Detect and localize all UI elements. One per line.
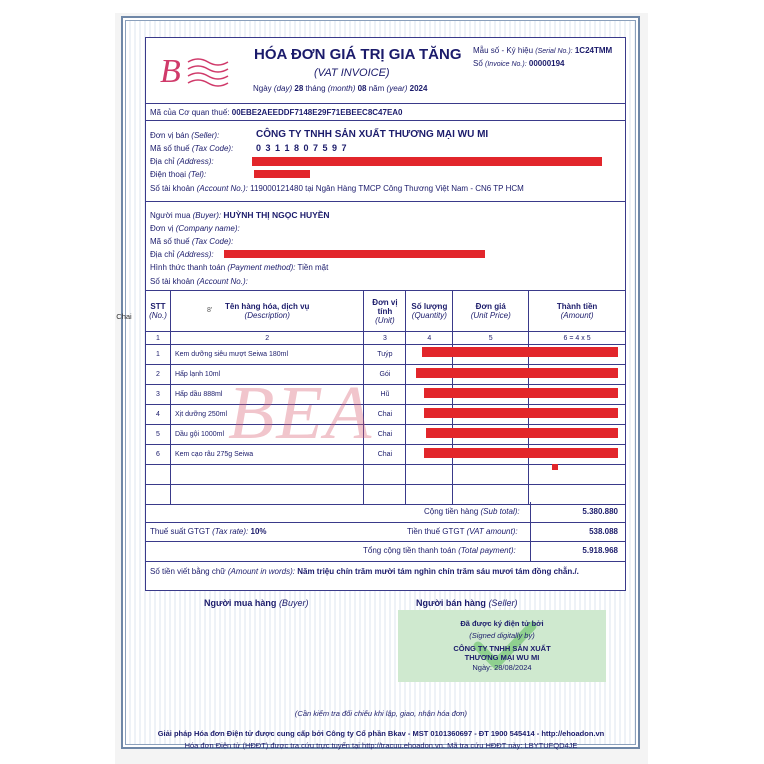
col-no: STT (No.)	[146, 291, 171, 332]
seller-signature-label: Người bán hàng (Seller)	[416, 598, 518, 608]
vat-value: 538.088	[589, 527, 618, 536]
footer-provider: Giải pháp Hóa đơn Điện tử được cung cấp bởi Công ty Cổ phần Bkav - MST 0101360697 - ĐT 1900 545414 - http://ehoadon.vn	[157, 729, 605, 738]
col-number: 6 = 4 x 5	[529, 332, 626, 345]
table-row: 1 Kem dưỡng siêu mượt Seiwa 180ml Tuýp	[146, 345, 626, 365]
table-row: 3 Hấp dầu 888ml Hũ	[146, 385, 626, 405]
signer-company-line2: THƯƠNG MẠI WU MI	[464, 653, 540, 662]
payment-method-row: Hình thức thanh toán (Payment method): Tiền mặt	[150, 263, 329, 272]
vat-label: Tiền thuế GTGT (VAT amount):	[407, 527, 518, 536]
svg-text:B: B	[160, 53, 181, 90]
seller-tax-row: Mã số thuế (Tax Code):	[150, 144, 234, 153]
buyer-signature-label: Người mua hàng (Buyer)	[204, 598, 309, 608]
redacted-price	[426, 428, 618, 438]
invoice-title: HÓA ĐƠN GIÁ TRỊ GIA TĂNG	[254, 46, 462, 63]
seller-name: CÔNG TY TNHH SẢN XUẤT THƯƠNG MẠI WU MI	[256, 129, 489, 140]
col-number: 5	[453, 332, 529, 345]
subtotal-value: 5.380.880	[582, 507, 618, 516]
seller-phone-row: Điện thoại (Tel):	[150, 170, 207, 179]
authority-code: Mã của Cơ quan thuế: 00EBE2AEEDDF7148E29F71EBEEC8C47EA0	[150, 108, 403, 117]
invoice-subtitle: (VAT INVOICE)	[314, 67, 390, 79]
redacted-address	[252, 157, 602, 166]
seller-address-row: Địa chỉ (Address):	[150, 157, 214, 166]
col-description: Tên hàng hóa, dịch vụ (Description)	[170, 291, 364, 332]
invoice-number-line: Số (Invoice No.): 00000194	[473, 59, 565, 68]
column-number-row	[146, 332, 626, 345]
table-header-row	[146, 291, 626, 332]
amount-in-words: Số tiền viết bằng chữ (Amount in words): Năm triệu chín trăm mười tám nghìn chín trăm sáu mươi tám đồng chẵn./.	[150, 567, 579, 576]
seller-account-row: Số tài khoản (Account No.): 119000121480 tại Ngân Hàng TMCP Công Thương Việt Nam - CN6 TP HCM	[150, 184, 524, 193]
divider	[145, 541, 626, 542]
total-value: 5.918.968	[582, 546, 618, 555]
col-number: 1	[146, 332, 171, 345]
col-unit-price: Đơn giá (Unit Price)	[453, 291, 529, 332]
seller-tax-code: 0 3 1 1 8 0 7 5 9 7	[256, 143, 348, 153]
buyer-company-row: Đơn vị (Company name):	[150, 224, 240, 233]
total-label: Tổng cộng tiền thanh toán (Total payment):	[363, 546, 516, 555]
buyer-name-row: Người mua (Buyer): HUỲNH THỊ NGỌC HUYỀN	[150, 210, 330, 220]
divider	[145, 522, 626, 523]
company-logo	[158, 48, 238, 90]
seller-name-row: Đơn vị bán (Seller):	[150, 131, 220, 140]
stray-mark: 8'	[207, 307, 213, 314]
table-row: 4 Xịt dưỡng 250ml Chai	[146, 405, 626, 425]
divider	[145, 120, 626, 121]
redacted-buyer-address	[224, 250, 485, 258]
col-quantity: Số lượng (Quantity)	[406, 291, 453, 332]
buyer-tax-row: Mã số thuế (Tax Code):	[150, 237, 234, 246]
redacted-price	[424, 448, 618, 458]
taxrate-label: Thuế suất GTGT (Tax rate): 10%	[150, 527, 267, 536]
signer-company-line1: CÔNG TY TNHH SẢN XUẤT	[453, 644, 551, 653]
table-row: 6 Kem cạo râu 275g Seiwa Chai	[146, 445, 626, 465]
col-number: 4	[406, 332, 453, 345]
buyer-address-row: Địa chỉ (Address):	[150, 250, 214, 259]
signature-date: Ngày: 28/08/2024	[472, 663, 532, 672]
col-amount: Thành tiền (Amount)	[529, 291, 626, 332]
redacted-price	[416, 368, 618, 378]
footer-lookup: Hóa đơn Điện tử (HĐĐT) được tra cứu trực tuyến tại http://tracuu.ehoadon.vn. Mã tra cứu HĐĐT này: LBYTUFQD4JE	[184, 741, 578, 750]
subtotal-label: Cộng tiền hàng (Sub total):	[424, 507, 520, 516]
invoice-date: Ngày (day) 28 tháng (month) 08 năm (year) 2024	[253, 84, 428, 93]
serial-line: Mẫu số - Ký hiệu (Serial No.): 1C24TMM	[473, 46, 613, 55]
buyer-account-row: Số tài khoản (Account No.):	[150, 277, 248, 286]
digital-signature-box[interactable]	[398, 610, 606, 682]
signed-by-label: Đã được ký điện tử bởi	[460, 619, 544, 628]
totals-column-line	[530, 502, 531, 561]
watermark: BEA	[228, 371, 374, 455]
col-number: 2	[170, 332, 364, 345]
col-number: 3	[364, 332, 406, 345]
redacted-price	[424, 408, 618, 418]
check-note: (Cần kiểm tra đối chiếu khi lập, giao, nhận hóa đơn)	[294, 709, 468, 718]
table-row: 5 Dầu gội 1000ml Chai	[146, 425, 626, 445]
divider	[145, 201, 626, 202]
redacted-mark	[552, 464, 558, 470]
redacted-price	[424, 388, 618, 398]
signed-by-en: (Signed digitally by)	[469, 631, 535, 640]
table-row: 2 Hấp lạnh 10ml Gói	[146, 365, 626, 385]
table-row-empty	[146, 485, 626, 505]
divider	[145, 103, 626, 104]
divider	[145, 561, 626, 562]
col-unit: Đơn vị tính (Unit)	[364, 291, 406, 332]
redacted-phone	[254, 170, 310, 178]
side-note: Chai	[116, 312, 132, 321]
redacted-price	[422, 347, 618, 357]
